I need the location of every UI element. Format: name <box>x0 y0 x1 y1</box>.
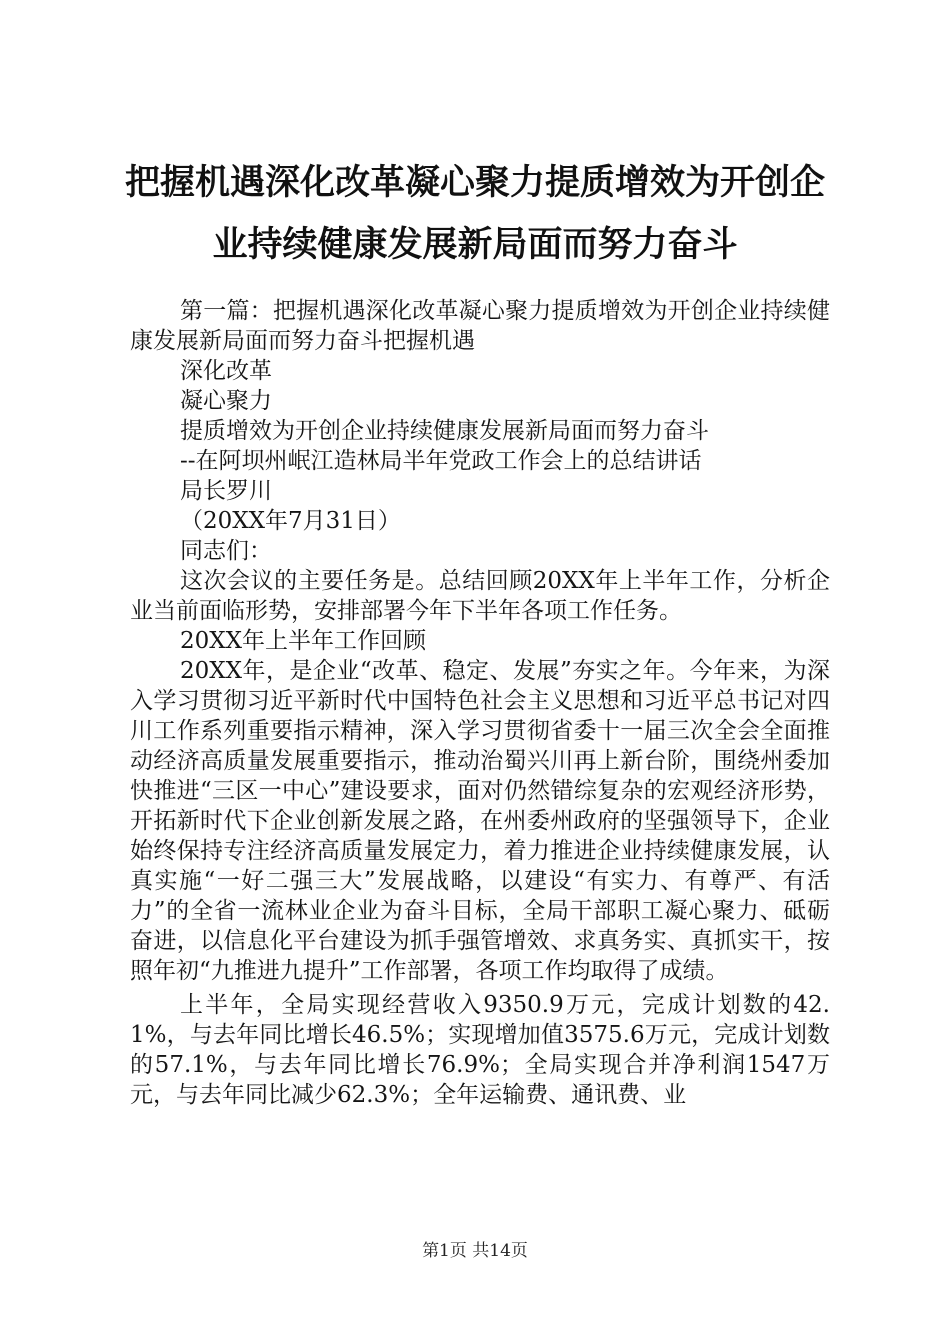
paragraph-speaker: 局长罗川 <box>180 478 272 504</box>
paragraph-part-one-heading: 第一篇：把握机遇深化改革凝心聚力提质增效为开创企业持续健康发展新局面而努力奋斗把握机遇 <box>130 298 830 354</box>
paragraph-unite-strength: 凝心聚力 <box>180 388 272 414</box>
paragraph-speech-subtitle: --在阿坝州岷江造林局半年党政工作会上的总结讲话 <box>180 448 702 474</box>
document-title-line-1: 把握机遇深化改革凝心聚力提质增效为开创企 <box>124 163 825 203</box>
paragraph-deepen-reform: 深化改革 <box>180 358 272 384</box>
paragraph-financials: 上半年，全局实现经营收入9350.9万元，完成计划数的42.1%，与去年同比增长46.5%；实现增加值3575.6万元，完成计划数的57.1%，与去年同比增长76.9%；全局实现合并净利润1547万元，与去年同比减少62.3%；全年运输费、通讯费、业 <box>130 992 830 1108</box>
document-title-line-2: 业持续健康发展新局面而努力奋斗 <box>212 225 738 265</box>
paragraph-salutation: 同志们： <box>180 538 272 564</box>
paragraph-improve-quality: 提质增效为开创企业持续健康发展新局面而努力奋斗 <box>180 418 709 444</box>
page-footer: 第1页 共14页 <box>422 1241 528 1261</box>
paragraph-date: （20XX年7月31日） <box>180 508 401 534</box>
paragraph-section-heading: 20XX年上半年工作回顾 <box>180 628 427 654</box>
paragraph-review: 20XX年，是企业“改革、稳定、发展”夯实之年。今年来，为深入学习贯彻习近平新时代中国特色社会主义思想和习近平总书记对四川工作系列重要指示精神，深入学习贯彻省委十一届三次全会全面推动经济高质量发展重要指示，推动治蜀兴川再上新台阶，围绕州委加快推进“三区一中心”建设要求，面对仍然错综复杂的宏观经济形势，开拓新时代下企业创新发展之路，在州委州政府的坚强领导下，企业始终保持专注经济高质量发展定力，着力推进企业持续健康发展，认真实施“一好二强三大”发展战略，以建设“有实力、有尊严、有活力”的全省一流林业企业为奋斗目标，全局干部职工凝心聚力、砥砺奋进，以信息化平台建设为抓手强管增效、求真务实、真抓实干，按照年初“九推进九提升”工作部署，各项工作均取得了成绩。 <box>130 658 830 984</box>
document-body <box>130 296 830 1110</box>
paragraph-meeting-task: 这次会议的主要任务是。总结回顾20XX年上半年工作，分析企业当前面临形势，安排部署今年下半年各项工作任务。 <box>130 568 830 624</box>
